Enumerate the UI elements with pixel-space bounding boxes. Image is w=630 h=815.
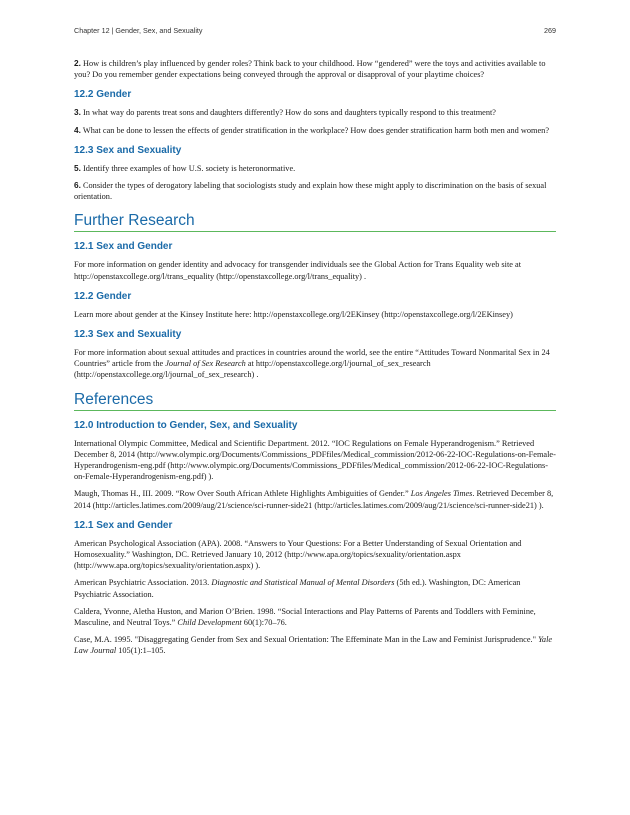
- reference-entry: [74, 606, 556, 628]
- further-heading-12-1: 12.1 Sex and Gender: [74, 241, 173, 253]
- question-text: How is children’s play influenced by gender roles? Think back to your childhood. How “gendered” were the toys and activities available to you? Do you remember gender expectations being conveyed through the approval or disapproval of your playtime choices?: [74, 59, 546, 80]
- text-run: 60(1):70–76.: [241, 618, 287, 628]
- question-number: 6.: [74, 180, 81, 191]
- section-heading-12-3: 12.3 Sex and Sexuality: [74, 144, 182, 156]
- question-2: [74, 58, 556, 80]
- question-text: What can be done to lessen the effects of gender stratification in the workplace? How does gender stratification harm both men and women?: [82, 125, 550, 135]
- question-text: Identify three examples of how U.S. society is heteronormative.: [83, 163, 296, 173]
- text-run: Case, M.A. 1995. "Disaggregating Gender from Sex and Sexual Orientation: The Effeminate Man in the Law and Feminist Jurisprudence.": [74, 635, 539, 645]
- further-paragraph-3: [74, 347, 556, 381]
- question-text: Consider the types of derogatory labeling that sociologists study and explain how these might apply to discrimination on the basis of sexual orientation.: [74, 181, 547, 202]
- journal-title: Journal of Sex Research: [165, 359, 246, 369]
- text-run: (5th ed.). Washington, DC: American Psychiatric Association.: [74, 578, 521, 599]
- further-heading-12-2: 12.2 Gender: [74, 290, 132, 302]
- question-number: 2.: [74, 58, 81, 68]
- chapter-title: Chapter 12 | Gender, Sex, and Sexuality: [74, 26, 203, 35]
- further-heading-12-3: 12.3 Sex and Sexuality: [74, 329, 182, 341]
- publication-title: Yale Law Journal: [74, 635, 553, 656]
- text-run: . Retrieved December 8, 2014 (http://articles.latimes.com/2009/aug/21/science/sci-runner-side21 (http://articles.latimes.com/2009/aug/21/science/sci-runner-side21) ).: [74, 489, 554, 510]
- question-6: [74, 180, 556, 202]
- publication-title: Child Development: [177, 618, 242, 628]
- question-number: 4.: [74, 124, 81, 135]
- page-number: 269: [544, 26, 556, 35]
- references-heading-12-0: 12.0 Introduction to Gender, Sex, and Sexuality: [74, 419, 298, 431]
- question-4: [74, 125, 556, 136]
- reference-entry: American Psychological Association (APA). 2008. “Answers to Your Questions: For a Better Understanding of Sexual Orientation and Homosexuality.” Washington, DC. Retrieved January 10, 2012 (http://www.apa.org/topics/sexuality/orientation.aspx (http://www.apa.org/topics/sexuality/orientation.aspx) ).: [74, 538, 522, 571]
- text-run: Caldera, Yvonne, Aletha Huston, and Marion O’Brien. 1998. “Social Interactions and Play Patterns of Parents and Toddlers with Feminine, Masculine, and Neutral Toys.”: [74, 606, 536, 628]
- question-number: 3.: [74, 107, 81, 118]
- question-number: 5.: [74, 162, 81, 173]
- references-heading-12-1: 12.1 Sex and Gender: [74, 519, 173, 531]
- publication-title: Diagnostic and Statistical Manual of Mental Disorders: [211, 578, 395, 588]
- text-run: Maugh, Thomas H., III. 2009. “Row Over South African Athlete Highlights Ambiguities of Gender.”: [74, 489, 411, 499]
- text-run: American Psychiatric Association. 2013.: [74, 578, 212, 588]
- running-header: [74, 26, 556, 35]
- question-5: [74, 163, 556, 174]
- references-title: References: [74, 391, 556, 411]
- question-3: [74, 107, 556, 118]
- text-run: 105(1):1–105.: [116, 646, 166, 656]
- text-run: For more information about sexual attitudes and practices in countries around the world, see the entire “Attitudes Toward Nonmarital Sex in 24 Countries” article from the: [74, 348, 550, 369]
- reference-entry: [74, 488, 556, 510]
- further-paragraph-2: Learn more about gender at the Kinsey Institute here: http://openstaxcollege.org/l/2EKinsey (http://openstaxcollege.org/l/2EKinsey): [74, 309, 513, 319]
- reference-entry: [74, 577, 556, 599]
- further-research-title: Further Research: [74, 212, 556, 232]
- reference-entry: International Olympic Committee, Medical and Scientific Department. 2012. “IOC Regulations on Female Hyperandrogenism.” Retrieved December 8, 2014 (http://www.olympic.org/Documents/Commissions_PDFfiles/Medical_commission/2012-06-22-IOC-Regulations-on-Female-Hyperandrogenism-eng.pdf (http://www.olympic.org/Documents/Commissions_PDFfiles/Medical_commission/2012-06-22-IOC-Regulations-on-Female-Hyperandrogenism-eng.pdf) ).: [74, 438, 556, 482]
- page-content: [74, 58, 556, 663]
- section-heading-12-2: 12.2 Gender: [74, 89, 132, 101]
- reference-entry: [74, 634, 556, 656]
- publication-title: Los Angeles Times: [410, 489, 473, 499]
- text-run: at http://openstaxcollege.org/l/journal_of_sex_research (http://openstaxcollege.org/l/journal_of_sex_research) .: [74, 359, 431, 380]
- further-paragraph-1: For more information on gender identity and advocacy for transgender individuals see the Global Action for Trans Equality web site at http://openstaxcollege.org/l/trans_equality (http://openstaxcollege.org/l/trans_equality) .: [74, 260, 522, 281]
- question-text: In what way do parents treat sons and daughters differently? How do sons and daughters typically respond to this treatment?: [83, 108, 496, 118]
